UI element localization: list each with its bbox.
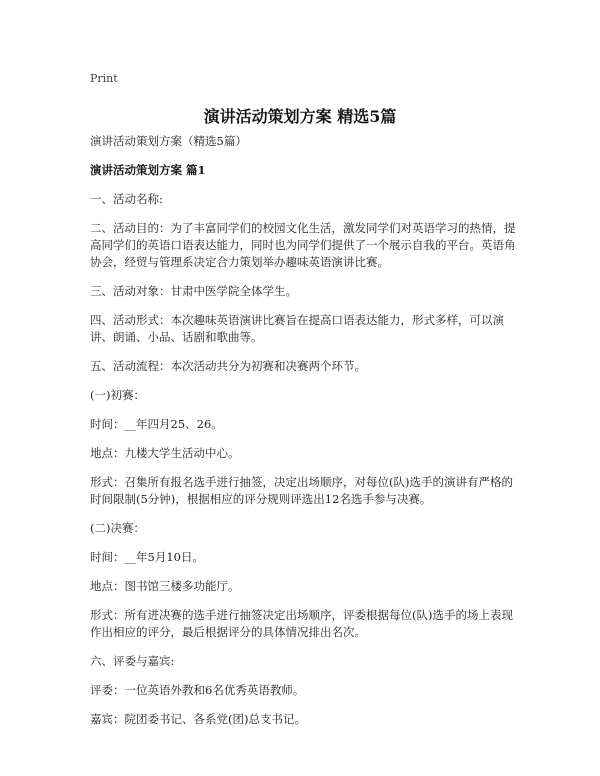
paragraph-activity-name: 一、活动名称: <box>90 192 163 206</box>
document-body <box>90 133 520 740</box>
paragraph-preliminary-format: 形式：召集所有报名选手进行抽签，决定出场顺序，对每位(队)选手的演讲有严格的时间限制(5分钟)，根据相应的评分规则评选出12名选手参与决赛。 <box>90 475 513 506</box>
paragraph-judges-guests: 六、评委与嘉宾: <box>90 654 175 668</box>
section-heading: 演讲活动策划方案 篇1 <box>90 163 206 177</box>
paragraph-final-time: 时间：__年5月10日。 <box>90 550 204 564</box>
paragraph-activity-purpose: 二、活动目的：为了丰富同学们的校园文化生活，激发同学们对英语学习的热情，提高同学们的英语口语表达能力，同时也为同学们提供了一个展示自我的平台。英语角协会，经贸与管理系决定合力策划举办趣味英语演讲比赛。 <box>90 221 516 269</box>
paragraph-final-location: 地点：图书馆三楼多功能厅。 <box>90 579 240 593</box>
paragraph-final-format: 形式：所有进决赛的选手进行抽签决定出场顺序，评委根据每位(队)选手的场上表现作出相应的评分，最后根据评分的具体情况排出名次。 <box>90 608 513 639</box>
paragraph-final-heading: (二)决赛： <box>90 521 145 535</box>
paragraph-activity-process: 五、活动流程：本次活动共分为初赛和决赛两个环节。 <box>90 359 366 373</box>
paragraph-preliminary-heading: (一)初赛： <box>90 388 145 402</box>
paragraph-activity-target: 三、活动对象：甘肃中医学院全体学生。 <box>90 284 297 298</box>
print-label: Print <box>90 72 118 85</box>
paragraph-preliminary-location: 地点：九楼大学生活动中心。 <box>90 446 240 460</box>
paragraph-activity-format: 四、活动形式：本次趣味英语演讲比赛旨在提高口语表达能力，形式多样，可以演讲、朗诵、小品、话剧和歌曲等。 <box>90 313 504 344</box>
paragraph-guests: 嘉宾：院团委书记、各系党(团)总支书记。 <box>90 712 306 726</box>
paragraph-preliminary-time: 时间：__年四月25、26。 <box>90 417 223 431</box>
document-subtitle: 演讲活动策划方案（精选5篇） <box>90 134 247 148</box>
paragraph-judges: 评委：一位英语外教和6名优秀英语教师。 <box>90 683 305 697</box>
document-title: 演讲活动策划方案 精选5篇 <box>203 107 397 126</box>
